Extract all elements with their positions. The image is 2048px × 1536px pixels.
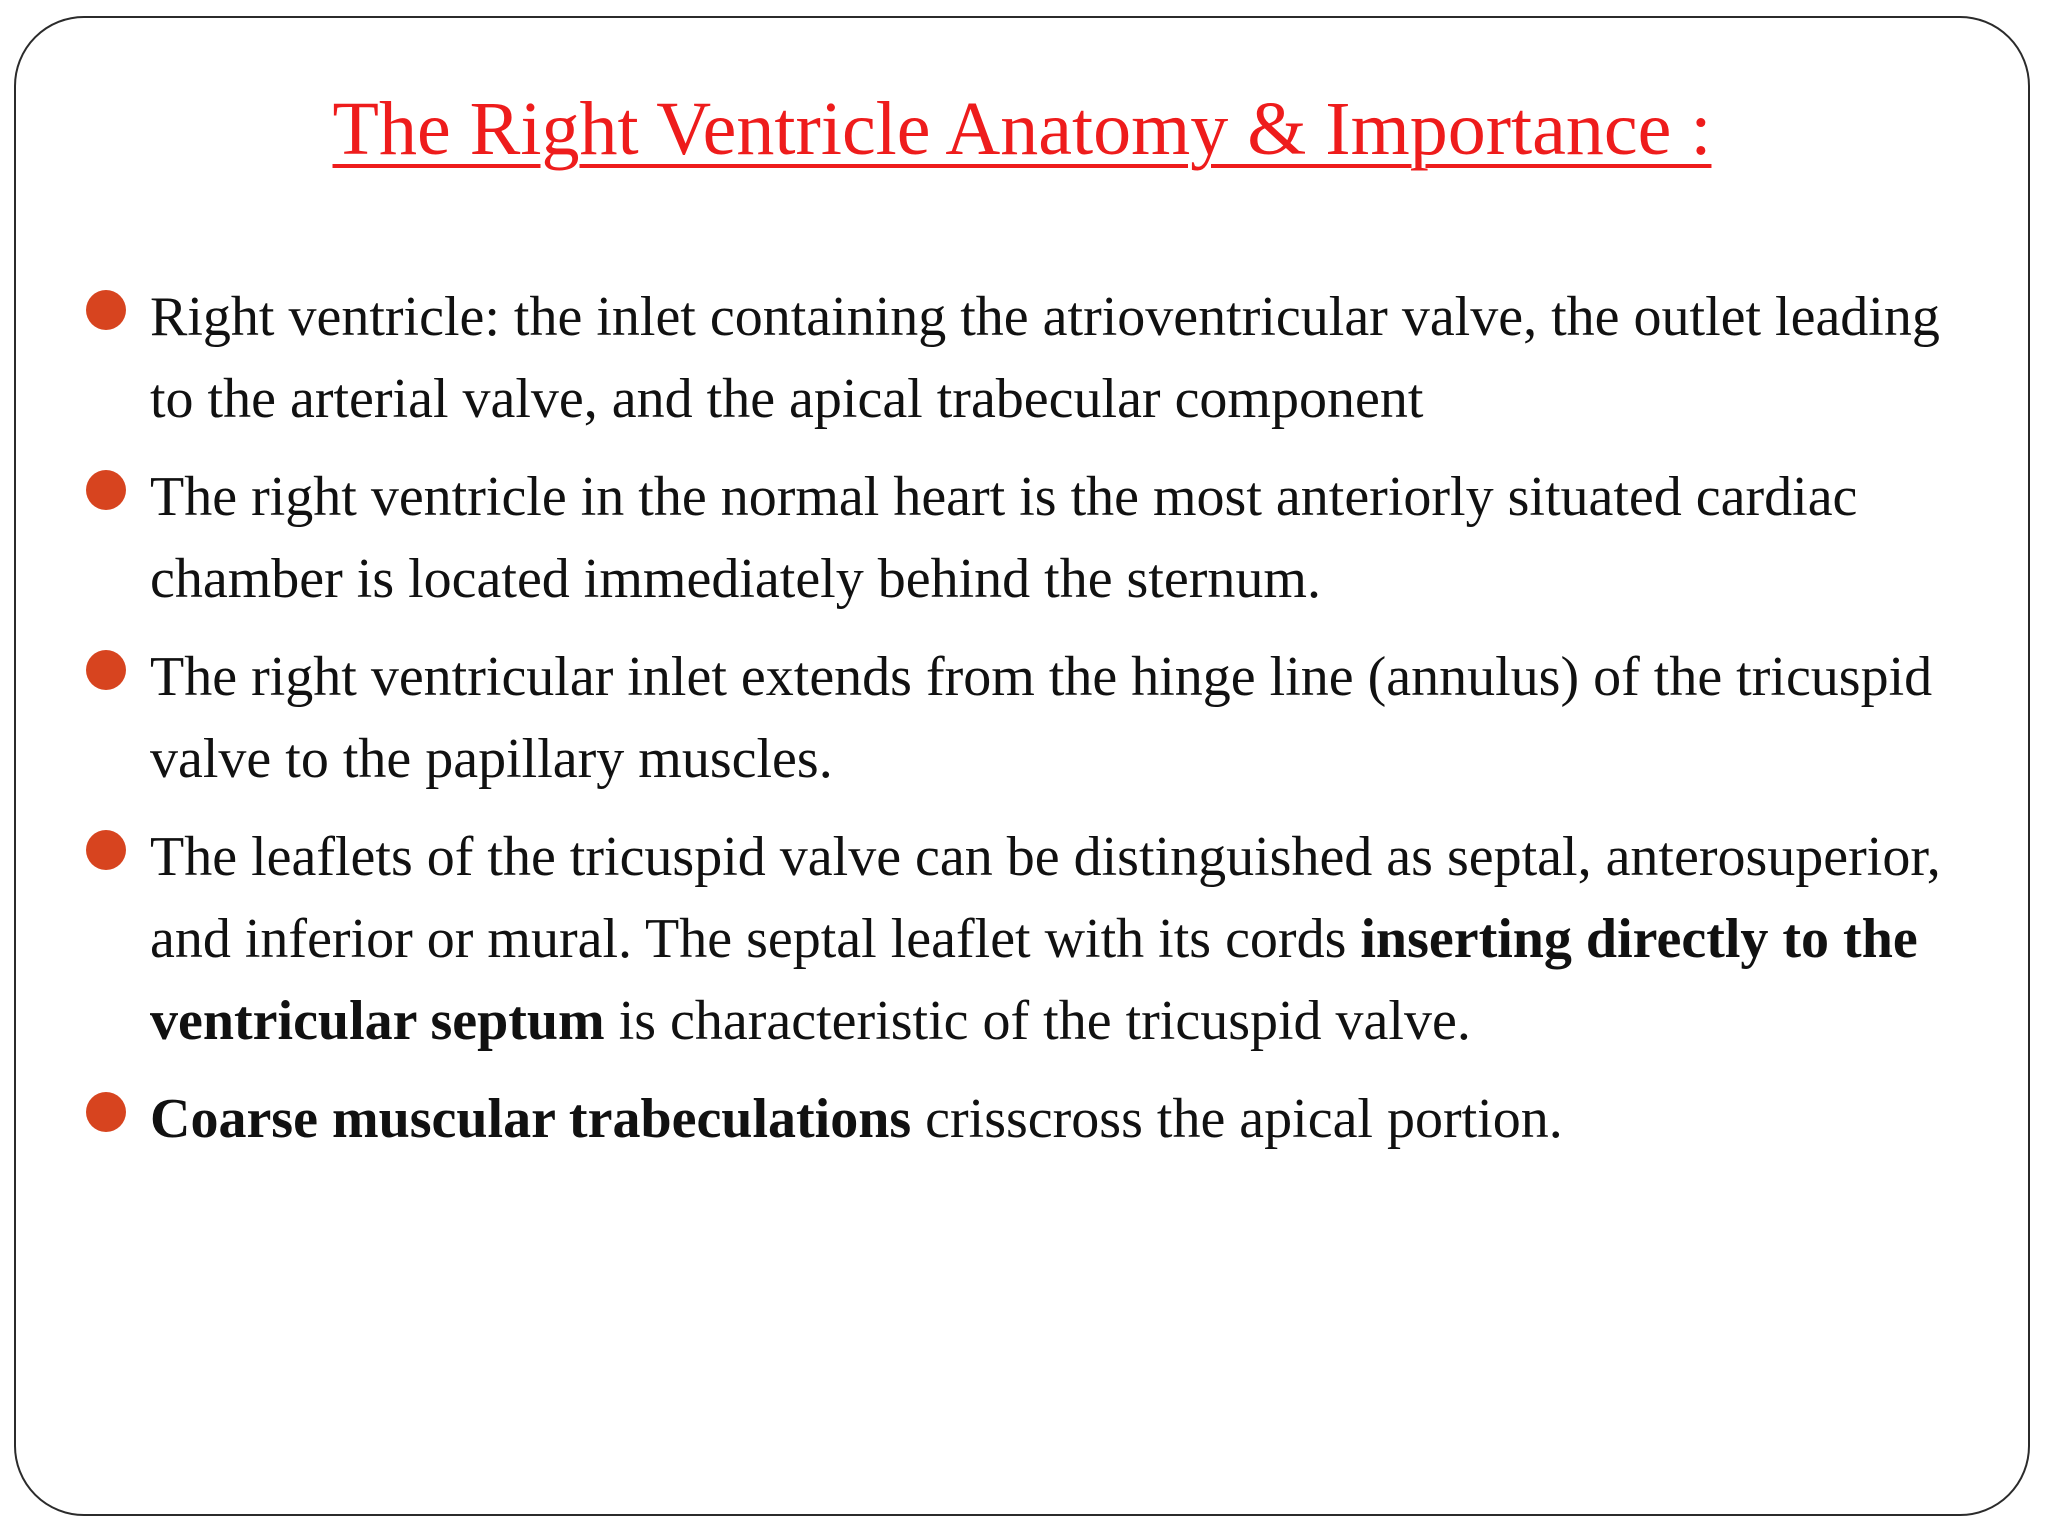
bullet-item-3	[76, 636, 1988, 800]
bullet-text-bold: Coarse muscular trabeculations	[150, 1088, 912, 1150]
bullet-item-2	[76, 456, 1988, 620]
bullet-dot-icon	[86, 830, 126, 870]
slide-title: The Right Ventricle Anatomy & Importance :	[332, 87, 1712, 171]
bullet-text-pre: The leaflets of the tricuspid valve can be distinguished as septal, anterosuperior, and inferior or mural. The septal leaflet with its cords	[150, 826, 1941, 970]
bullet-text: The right ventricle in the normal heart is the most anteriorly situated cardiac chamber is located immediately behind the sternum.	[150, 466, 1858, 610]
bullet-text: The right ventricular inlet extends from the hinge line (annulus) of the tricuspid valve to the papillary muscles.	[150, 646, 1933, 790]
bullet-dot-icon	[86, 290, 126, 330]
bullet-dot-icon	[86, 1092, 126, 1132]
slide	[14, 16, 2030, 1516]
bullet-dot-icon	[86, 470, 126, 510]
bullet-text-bold: inserting directly to the ventricular septum	[150, 908, 1918, 1052]
bullet-item-1	[76, 276, 1988, 440]
bullet-dot-icon	[86, 650, 126, 690]
bullet-list	[76, 276, 1988, 1176]
bullet-text-post: is characteristic of the tricuspid valve.	[604, 990, 1471, 1052]
bullet-text: Right ventricle: the inlet containing the atrioventricular valve, the outlet leading to the arterial valve, and the apical trabecular component	[150, 286, 1940, 430]
bullet-item-5	[76, 1078, 1988, 1160]
bullet-item-4	[76, 816, 1988, 1062]
bullet-text-post: crisscross the apical portion.	[911, 1088, 1563, 1150]
